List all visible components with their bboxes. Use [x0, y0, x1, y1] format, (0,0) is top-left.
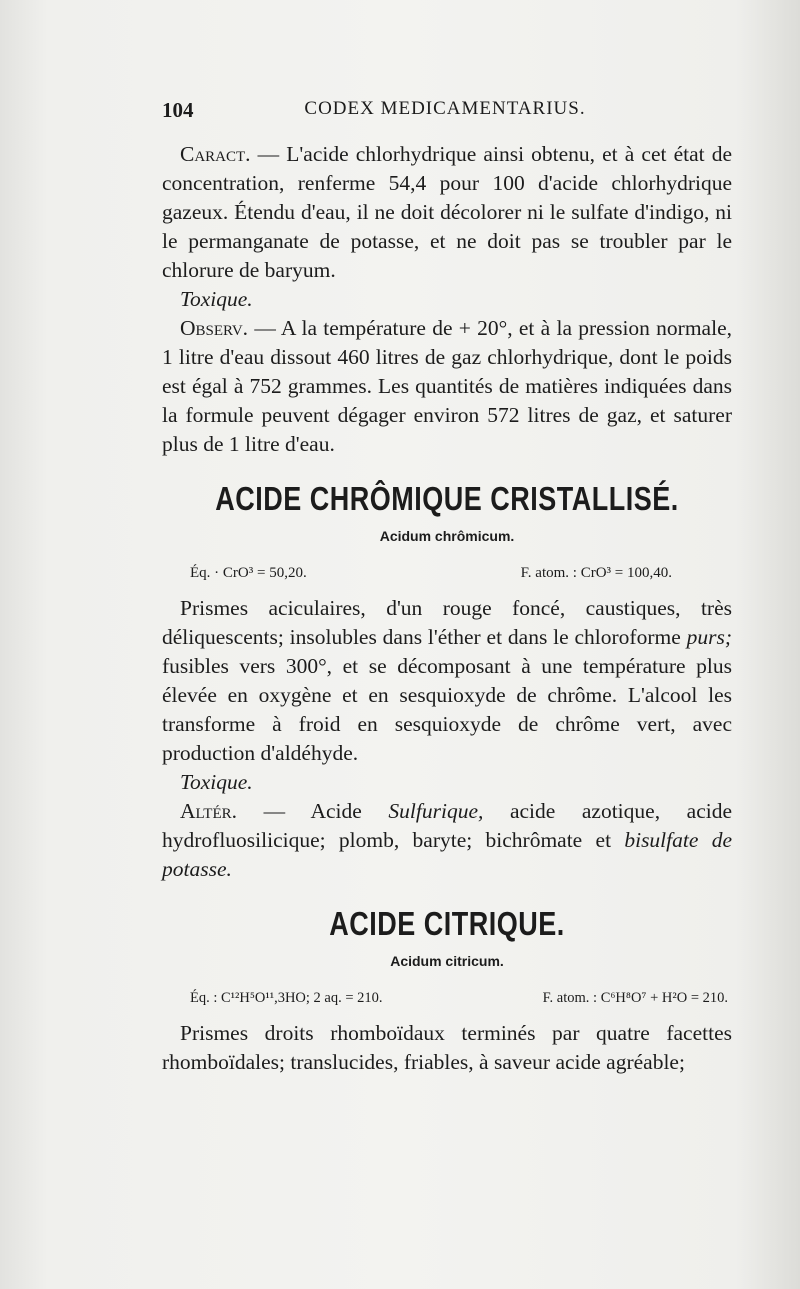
- observ-label: Observ.: [180, 316, 249, 340]
- observ-text: — A la température de + 20°, et à la pression normale, 1 litre d'eau dissout 460 litres de gaz chlorhydrique, dont le poids est égal à 752 grammes. Les quantités de matières indiquées dans la formule peuvent dégager environ 572 litres de gaz, et saturer plus de 1 litre d'eau.: [162, 316, 732, 456]
- page-body: [162, 140, 732, 1077]
- equivalent-chromique: Éq. · CrO³ = 50,20.: [190, 565, 307, 581]
- latin-name-citrique: Acidum citricum.: [390, 953, 504, 969]
- description-chromique-part2: fusibles vers 300°, et se décomposant à une température plus élevée en oxygène et en sesquioxyde de chrôme. L'alcool les transforme à froid en sesquioxyde de chrôme vert, avec production d'aldéhyde.: [162, 654, 732, 765]
- section-title-chromique: ACIDE CHRÔMIQUE CRISTALLISÉ.: [215, 480, 679, 518]
- equivalent-line-chromique: [162, 559, 732, 588]
- page-number: 104: [162, 98, 194, 122]
- caract-paragraph: [162, 140, 732, 285]
- observ-paragraph: [162, 314, 732, 459]
- alter-text-1: — Acide: [237, 799, 389, 823]
- bisulfate-words: bisulfate de potasse.: [162, 828, 732, 881]
- alter-text-2: acide azotique, acide hydrofluosilicique; plomb, baryte; bichrômate et: [162, 799, 732, 852]
- equivalent-line-citrique: [162, 984, 732, 1013]
- purs-word: purs;: [686, 625, 732, 649]
- description-chromique-part1: Prismes aciculaires, d'un rouge foncé, caustiques, très déliquescents; insolubles dans l'éther et dans le chloroforme: [162, 596, 732, 649]
- atomic-formula-citrique: F. atom. : C⁶H⁸O⁷ + H²O = 210.: [542, 990, 728, 1006]
- running-title: CODEX MEDICAMENTARIUS.: [304, 98, 586, 119]
- toxique-note-2: Toxique.: [180, 770, 253, 794]
- caract-text: — L'acide chlorhydrique ainsi obtenu, et à cet état de concentration, renferme 54,4 pour 100 d'acide chlorhydrique gazeux. Étendu d'eau, il ne doit décolorer ni le sulfate d'indigo, ni le permanganate de potasse, et ne doit pas se troubler par le chlorure de baryum.: [162, 142, 732, 282]
- equivalent-citrique: Éq. : C¹²H⁵O¹¹,3HO; 2 aq. = 210.: [190, 990, 383, 1006]
- description-chromique: [162, 594, 732, 768]
- alter-paragraph: [162, 797, 732, 884]
- section-title-citrique: ACIDE CITRIQUE.: [329, 905, 565, 943]
- description-citrique: Prismes droits rhomboïdaux terminés par quatre facettes rhomboïdales; translucides, friables, à saveur acide agréable;: [162, 1021, 732, 1074]
- page-header: [162, 98, 728, 128]
- caract-label: Caract.: [180, 142, 251, 166]
- toxique-note-1: Toxique.: [180, 287, 253, 311]
- sulfurique-word: Sulfurique,: [388, 799, 484, 823]
- alter-label: Altér.: [180, 799, 238, 823]
- latin-name-chromique: Acidum chrômicum.: [379, 528, 515, 544]
- atomic-formula-chromique: F. atom. : CrO³ = 100,40.: [520, 565, 672, 581]
